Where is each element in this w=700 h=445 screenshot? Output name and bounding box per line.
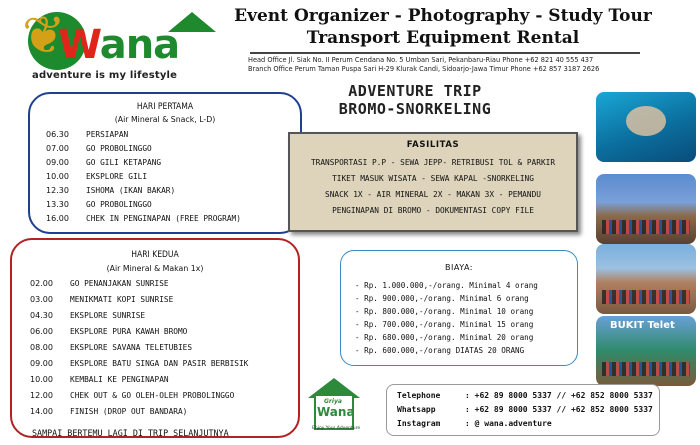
biaya-box xyxy=(340,250,578,366)
fasilitas-line: TRANSPORTASI P.P - SEWA JEPP- RETRIBUSI TOL & PARKIR xyxy=(310,158,556,167)
item-time: 07.00 xyxy=(46,144,69,153)
wheat-icon: ❦ xyxy=(22,6,66,66)
day2-title: HARI KEDUA xyxy=(131,250,179,260)
photo-caption: BUKIT Telet xyxy=(610,320,675,331)
griya-tagline: Enjoy Your Adventure xyxy=(312,426,361,431)
griya-wana-logo xyxy=(302,376,366,440)
contact-value: : @ wana.adventure xyxy=(465,419,552,428)
item-activity: KEMBALI KE PENGINAPAN xyxy=(70,375,169,384)
item-time: 10.00 xyxy=(46,172,69,181)
item-activity: EKSPLORE SUNRISE xyxy=(70,311,146,320)
trip-title-line1: ADVENTURE TRIP xyxy=(348,82,482,100)
price-item: - Rp. 600.000,-/orang DIATAS 20 ORANG xyxy=(355,346,525,355)
item-time: 12.00 xyxy=(30,391,53,400)
trip-title-line2: BROMO-SNORKELING xyxy=(338,100,492,118)
item-activity: ISHOMA (IKAN BAKAR) xyxy=(86,186,176,195)
list-item xyxy=(30,214,300,227)
fasilitas-line: PENGINAPAN DI BROMO - DOKUMENTASI COPY FILE xyxy=(332,206,534,215)
logo-tagline: adventure is my lifestyle xyxy=(32,70,178,81)
list-item xyxy=(30,186,300,199)
list-item xyxy=(12,407,298,420)
item-time: 06.00 xyxy=(30,327,53,336)
header-title-line2: Transport Equipment Rental xyxy=(306,28,580,48)
item-activity: FINISH (DROP OUT BANDARA) xyxy=(70,407,188,416)
list-item xyxy=(12,375,298,388)
list-item xyxy=(12,327,298,340)
price-item: - Rp. 900.000,-/orang. Minimal 6 orang xyxy=(355,294,529,303)
item-activity: GO PROBOLINGGO xyxy=(86,200,152,209)
list-item xyxy=(30,144,300,157)
item-time: 10.00 xyxy=(30,375,53,384)
item-activity: EKSPLORE GILI xyxy=(86,172,148,181)
item-time: 09.00 xyxy=(46,158,69,167)
item-activity: EKSPLORE SAVANA TELETUBIES xyxy=(70,343,193,352)
header-divider xyxy=(250,52,640,54)
item-time: 02.00 xyxy=(30,279,53,288)
contact-label: Telephone xyxy=(397,391,441,400)
price-item: - Rp. 700.000,-/orang. Minimal 15 orang xyxy=(355,320,534,329)
list-item xyxy=(12,295,298,308)
snorkeling-photo xyxy=(596,92,696,162)
list-item xyxy=(30,158,300,171)
item-activity: GO GILI KETAPANG xyxy=(86,158,162,167)
item-activity: CHEK IN PENGINAPAN (FREE PROGRAM) xyxy=(86,214,241,223)
item-time: 03.00 xyxy=(30,295,53,304)
griya-label: Griya xyxy=(324,398,342,405)
item-activity: EKSPLORE BATU SINGA DAN PASIR BERBISIK xyxy=(70,359,249,368)
griya-name: Wana xyxy=(317,405,355,419)
head-office-address: Head Office Jl. Siak No. II Perum Cendana No. 5 Umban Sari, Pekanbaru-Riau Phone +62 821 40 555 437 xyxy=(248,56,594,64)
list-item xyxy=(12,343,298,356)
day1-title: HARI PERTAMA xyxy=(136,102,194,112)
item-activity: PERSIAPAN xyxy=(86,130,129,139)
fasilitas-line: TIKET MASUK WISATA - SEWA KAPAL -SNORKELING xyxy=(332,174,534,183)
day2-schedule-box xyxy=(10,238,300,438)
list-item xyxy=(12,359,298,372)
wana-logo xyxy=(18,8,218,86)
logo-name: Wana xyxy=(58,22,180,68)
list-item xyxy=(12,311,298,324)
day1-schedule-box xyxy=(28,92,302,234)
list-item xyxy=(30,200,300,213)
savana-group-photo xyxy=(596,244,696,314)
bukit-teletubbies-photo xyxy=(596,316,696,386)
contact-label: Whatsapp xyxy=(397,405,436,414)
fasilitas-line: SNACK 1X - AIR MINERAL 2X - MAKAN 3X - PEMANDU xyxy=(325,190,541,199)
branch-office-address: Branch Office Perum Taman Puspa Sari H-29 Klurak Candi, Sidoarjo-Jawa Timur Phone +62 857 3187 2626 xyxy=(248,65,600,73)
header-title-line1: Event Organizer - Photography - Study Tour xyxy=(234,6,652,26)
item-activity: MENIKMATI KOPI SUNRISE xyxy=(70,295,174,304)
bromo-group-photo xyxy=(596,174,696,244)
price-item: - Rp. 1.000.000,-/orang. Minimal 4 orang xyxy=(355,281,538,290)
logo-name-rest: ana xyxy=(99,22,180,68)
item-time: 16.00 xyxy=(46,214,69,223)
biaya-title: BIAYA: xyxy=(445,263,473,272)
day1-subtitle: (Air Mineral & Snack, L-D) xyxy=(114,115,216,124)
crowd-shape xyxy=(602,290,690,304)
item-time: 12.30 xyxy=(46,186,69,195)
item-activity: GO PROBOLINGGO xyxy=(86,144,152,153)
item-time: 06.30 xyxy=(46,130,69,139)
item-activity: CHEK OUT & GO OLEH-OLEH PROBOLINGGO xyxy=(70,391,235,400)
item-time: 09.00 xyxy=(30,359,53,368)
fasilitas-box xyxy=(288,132,578,232)
item-time: 13.30 xyxy=(46,200,69,209)
contact-value: : +62 89 8000 5337 // +62 852 8000 5337 xyxy=(465,405,653,414)
list-item xyxy=(30,172,300,185)
list-item xyxy=(30,130,300,143)
item-time: 14.00 xyxy=(30,407,53,416)
item-activity: EKSPLORE PURA KAWAH BROMO xyxy=(70,327,188,336)
price-item: - Rp. 680.000,-/orang. Minimal 20 orang xyxy=(355,333,534,342)
list-item xyxy=(12,391,298,404)
crowd-shape xyxy=(602,362,690,376)
list-item xyxy=(12,279,298,292)
fasilitas-title: FASILITAS xyxy=(406,140,460,150)
contact-box xyxy=(386,384,660,436)
item-time: 08.00 xyxy=(30,343,53,352)
diver-shape xyxy=(626,106,666,136)
crowd-shape xyxy=(602,220,690,234)
contact-value: : +62 89 8000 5337 // +62 852 8000 5337 xyxy=(465,391,653,400)
house-icon xyxy=(308,378,360,398)
contact-label: Instagram xyxy=(397,419,441,428)
closing-message: SAMPAI BERTEMU LAGI DI TRIP SELANJUTNYA xyxy=(32,428,229,438)
price-item: - Rp. 800.000,-/orang. Minimal 10 orang xyxy=(355,307,534,316)
item-activity: GO PENANJAKAN SUNRISE xyxy=(70,279,169,288)
item-time: 04.30 xyxy=(30,311,53,320)
day2-subtitle: (Air Mineral & Makan 1x) xyxy=(106,264,204,273)
